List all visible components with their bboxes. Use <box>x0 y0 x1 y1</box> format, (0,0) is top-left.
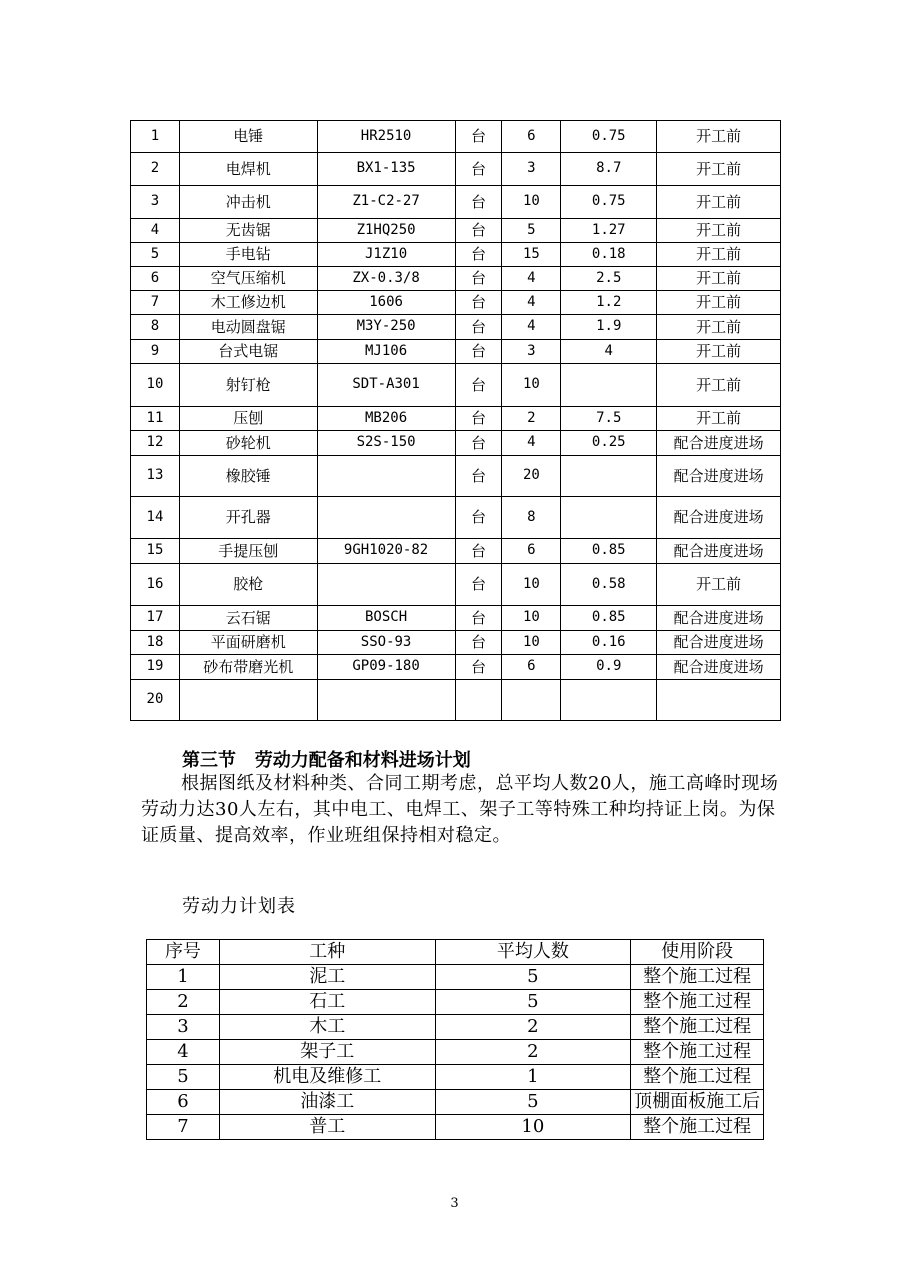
table-row <box>131 539 781 564</box>
equip-unit: 台 <box>455 186 502 219</box>
labor-avg-count: 5 <box>435 1090 631 1115</box>
equip-power: 8.7 <box>561 153 657 186</box>
table-row <box>147 1015 764 1040</box>
equip-unit: 台 <box>455 243 502 267</box>
equip-model: S2S-150 <box>317 431 455 456</box>
equip-unit: 台 <box>455 219 502 243</box>
equip-no: 19 <box>131 655 180 680</box>
equip-power <box>561 497 657 539</box>
equip-model: GP09-180 <box>317 655 455 680</box>
table-row <box>147 1040 764 1065</box>
equip-no: 16 <box>131 564 180 606</box>
labor-trade: 石工 <box>219 990 435 1015</box>
table-row <box>131 497 781 539</box>
equip-model: HR2510 <box>317 121 455 153</box>
table-row <box>147 1115 764 1140</box>
equip-power: 0.18 <box>561 243 657 267</box>
equip-name: 木工修边机 <box>179 291 317 315</box>
equip-power: 1.27 <box>561 219 657 243</box>
equip-model <box>317 680 455 721</box>
labor-trade: 泥工 <box>219 965 435 990</box>
equip-name: 胶枪 <box>179 564 317 606</box>
equip-power: 0.85 <box>561 606 657 631</box>
header-trade: 工种 <box>219 940 435 965</box>
labor-serial: 6 <box>147 1090 220 1115</box>
equip-unit: 台 <box>455 606 502 631</box>
equip-model <box>317 564 455 606</box>
equip-timing: 开工前 <box>657 121 781 153</box>
table-row <box>147 990 764 1015</box>
equip-name: 电锤 <box>179 121 317 153</box>
equip-unit: 台 <box>455 539 502 564</box>
equip-power: 0.85 <box>561 539 657 564</box>
equip-no: 4 <box>131 219 180 243</box>
labor-usage-stage: 整个施工过程 <box>631 1065 764 1090</box>
labor-trade: 油漆工 <box>219 1090 435 1115</box>
header-usage-stage: 使用阶段 <box>631 940 764 965</box>
equip-unit <box>455 680 502 721</box>
equip-unit: 台 <box>455 631 502 655</box>
equip-no: 3 <box>131 186 180 219</box>
equip-qty: 6 <box>502 121 561 153</box>
equip-name: 手提压刨 <box>179 539 317 564</box>
equip-qty: 4 <box>502 267 561 291</box>
equip-timing: 配合进度进场 <box>657 631 781 655</box>
equip-name: 射钉枪 <box>179 364 317 407</box>
equip-no: 6 <box>131 267 180 291</box>
equip-power: 7.5 <box>561 407 657 431</box>
equip-no: 13 <box>131 456 180 497</box>
table-row <box>131 267 781 291</box>
equip-unit: 台 <box>455 456 502 497</box>
equip-no: 5 <box>131 243 180 267</box>
equip-name: 电动圆盘锯 <box>179 315 317 340</box>
labor-serial: 4 <box>147 1040 220 1065</box>
equip-model: 9GH1020-82 <box>317 539 455 564</box>
labor-usage-stage: 整个施工过程 <box>631 1015 764 1040</box>
labor-trade: 机电及维修工 <box>219 1065 435 1090</box>
equip-qty: 10 <box>502 631 561 655</box>
equip-name: 手电钻 <box>179 243 317 267</box>
equip-model: J1Z10 <box>317 243 455 267</box>
table-row <box>131 431 781 456</box>
equip-timing: 开工前 <box>657 407 781 431</box>
labor-serial: 1 <box>147 965 220 990</box>
equip-model: BX1-135 <box>317 153 455 186</box>
equip-name: 无齿锯 <box>179 219 317 243</box>
table-row <box>147 965 764 990</box>
equip-qty: 4 <box>502 291 561 315</box>
equip-no: 17 <box>131 606 180 631</box>
table-row <box>131 186 781 219</box>
labor-plan-table <box>146 939 764 1140</box>
equip-no: 2 <box>131 153 180 186</box>
equip-no: 12 <box>131 431 180 456</box>
equip-no: 8 <box>131 315 180 340</box>
equip-qty: 3 <box>502 153 561 186</box>
labor-table-caption: 劳动力计划表 <box>182 896 296 917</box>
equip-name: 电焊机 <box>179 153 317 186</box>
labor-usage-stage: 整个施工过程 <box>631 965 764 990</box>
equip-power: 0.16 <box>561 631 657 655</box>
equip-qty: 15 <box>502 243 561 267</box>
equip-model: M3Y-250 <box>317 315 455 340</box>
equip-no: 9 <box>131 340 180 364</box>
labor-trade: 木工 <box>219 1015 435 1040</box>
equip-timing: 配合进度进场 <box>657 431 781 456</box>
header-avg-count: 平均人数 <box>435 940 631 965</box>
equip-qty <box>502 680 561 721</box>
equip-no: 20 <box>131 680 180 721</box>
equip-name <box>179 680 317 721</box>
equip-qty: 3 <box>502 340 561 364</box>
equip-qty: 20 <box>502 456 561 497</box>
equip-model <box>317 497 455 539</box>
equip-qty: 4 <box>502 315 561 340</box>
table-row <box>131 564 781 606</box>
equip-qty: 4 <box>502 431 561 456</box>
equip-model: BOSCH <box>317 606 455 631</box>
equip-no: 1 <box>131 121 180 153</box>
equip-model: MB206 <box>317 407 455 431</box>
equip-timing: 配合进度进场 <box>657 539 781 564</box>
equip-power: 0.75 <box>561 121 657 153</box>
equip-qty: 6 <box>502 655 561 680</box>
table-row <box>131 364 781 407</box>
equip-model: ZX-0.3/8 <box>317 267 455 291</box>
equip-qty: 5 <box>502 219 561 243</box>
equip-timing <box>657 680 781 721</box>
equipment-table-body <box>131 121 781 721</box>
table-row <box>147 1065 764 1090</box>
equip-timing: 配合进度进场 <box>657 456 781 497</box>
equip-power: 0.58 <box>561 564 657 606</box>
equip-qty: 10 <box>502 186 561 219</box>
labor-avg-count: 2 <box>435 1040 631 1065</box>
equip-qty: 10 <box>502 364 561 407</box>
table-row <box>131 606 781 631</box>
table-row <box>131 219 781 243</box>
equip-timing: 开工前 <box>657 267 781 291</box>
table-row <box>147 1090 764 1115</box>
table-row <box>131 655 781 680</box>
equip-name: 冲击机 <box>179 186 317 219</box>
equip-name: 云石锯 <box>179 606 317 631</box>
equip-model: SDT-A301 <box>317 364 455 407</box>
equip-model: SSO-93 <box>317 631 455 655</box>
equip-power: 2.5 <box>561 267 657 291</box>
section-title: 第三节 劳动力配备和材料进场计划 <box>182 750 471 771</box>
equip-name: 开孔器 <box>179 497 317 539</box>
equip-power <box>561 456 657 497</box>
equip-no: 11 <box>131 407 180 431</box>
equip-power <box>561 680 657 721</box>
section-paragraph: 根据图纸及材料种类、合同工期考虑，总平均人数20人，施工高峰时现场劳动力达30人左右，其中电工、电焊工、架子工等特殊工种均持证上岗。为保证质量、提高效率，作业班组保持相对稳定。 <box>141 773 779 846</box>
table-row <box>131 121 781 153</box>
equip-unit: 台 <box>455 121 502 153</box>
equip-qty: 10 <box>502 606 561 631</box>
equip-qty: 2 <box>502 407 561 431</box>
equip-timing: 开工前 <box>657 340 781 364</box>
page-number: 3 <box>450 1196 459 1211</box>
equip-unit: 台 <box>455 655 502 680</box>
labor-trade: 普工 <box>219 1115 435 1140</box>
equip-timing: 开工前 <box>657 186 781 219</box>
equip-power: 0.25 <box>561 431 657 456</box>
equip-name: 砂轮机 <box>179 431 317 456</box>
table-row <box>131 680 781 721</box>
equip-model: Z1HQ250 <box>317 219 455 243</box>
equipment-table <box>130 120 781 721</box>
equip-timing: 开工前 <box>657 243 781 267</box>
labor-serial: 5 <box>147 1065 220 1090</box>
table-row <box>131 340 781 364</box>
equip-timing: 配合进度进场 <box>657 497 781 539</box>
equip-timing: 开工前 <box>657 564 781 606</box>
equip-unit: 台 <box>455 564 502 606</box>
equip-unit: 台 <box>455 431 502 456</box>
table-row <box>131 407 781 431</box>
equip-model: Z1-C2-27 <box>317 186 455 219</box>
equip-name: 压刨 <box>179 407 317 431</box>
equip-timing: 开工前 <box>657 364 781 407</box>
labor-usage-stage: 整个施工过程 <box>631 1040 764 1065</box>
equip-qty: 8 <box>502 497 561 539</box>
table-row <box>131 291 781 315</box>
labor-usage-stage: 顶棚面板施工后 <box>631 1090 764 1115</box>
table-row <box>131 456 781 497</box>
equip-unit: 台 <box>455 497 502 539</box>
equip-timing: 配合进度进场 <box>657 606 781 631</box>
equip-no: 15 <box>131 539 180 564</box>
equip-power: 0.75 <box>561 186 657 219</box>
equip-model: 1606 <box>317 291 455 315</box>
labor-avg-count: 1 <box>435 1065 631 1090</box>
equip-unit: 台 <box>455 291 502 315</box>
equip-unit: 台 <box>455 267 502 291</box>
labor-serial: 7 <box>147 1115 220 1140</box>
equip-unit: 台 <box>455 340 502 364</box>
equip-unit: 台 <box>455 153 502 186</box>
equip-power: 0.9 <box>561 655 657 680</box>
equip-power: 1.2 <box>561 291 657 315</box>
equip-name: 橡胶锤 <box>179 456 317 497</box>
equip-name: 砂布带磨光机 <box>179 655 317 680</box>
equip-power <box>561 364 657 407</box>
equip-unit: 台 <box>455 407 502 431</box>
labor-avg-count: 5 <box>435 990 631 1015</box>
equip-timing: 开工前 <box>657 153 781 186</box>
table-row <box>131 153 781 186</box>
table-row <box>131 631 781 655</box>
equip-name: 台式电锯 <box>179 340 317 364</box>
labor-avg-count: 2 <box>435 1015 631 1040</box>
equip-power: 4 <box>561 340 657 364</box>
equip-name: 平面研磨机 <box>179 631 317 655</box>
labor-serial: 3 <box>147 1015 220 1040</box>
equip-unit: 台 <box>455 364 502 407</box>
equip-no: 18 <box>131 631 180 655</box>
equip-timing: 开工前 <box>657 291 781 315</box>
table-row <box>131 243 781 267</box>
labor-avg-count: 10 <box>435 1115 631 1140</box>
equip-name: 空气压缩机 <box>179 267 317 291</box>
labor-table-header <box>147 940 764 965</box>
equip-no: 10 <box>131 364 180 407</box>
equip-model <box>317 456 455 497</box>
labor-table-body <box>147 965 764 1140</box>
labor-usage-stage: 整个施工过程 <box>631 1115 764 1140</box>
equip-timing: 配合进度进场 <box>657 655 781 680</box>
equip-qty: 10 <box>502 564 561 606</box>
equip-timing: 开工前 <box>657 219 781 243</box>
labor-usage-stage: 整个施工过程 <box>631 990 764 1015</box>
equip-no: 14 <box>131 497 180 539</box>
labor-trade: 架子工 <box>219 1040 435 1065</box>
equip-model: MJ106 <box>317 340 455 364</box>
equip-power: 1.9 <box>561 315 657 340</box>
equip-qty: 6 <box>502 539 561 564</box>
header-serial: 序号 <box>147 940 220 965</box>
equip-timing: 开工前 <box>657 315 781 340</box>
labor-serial: 2 <box>147 990 220 1015</box>
equip-unit: 台 <box>455 315 502 340</box>
labor-avg-count: 5 <box>435 965 631 990</box>
table-row <box>131 315 781 340</box>
equip-no: 7 <box>131 291 180 315</box>
